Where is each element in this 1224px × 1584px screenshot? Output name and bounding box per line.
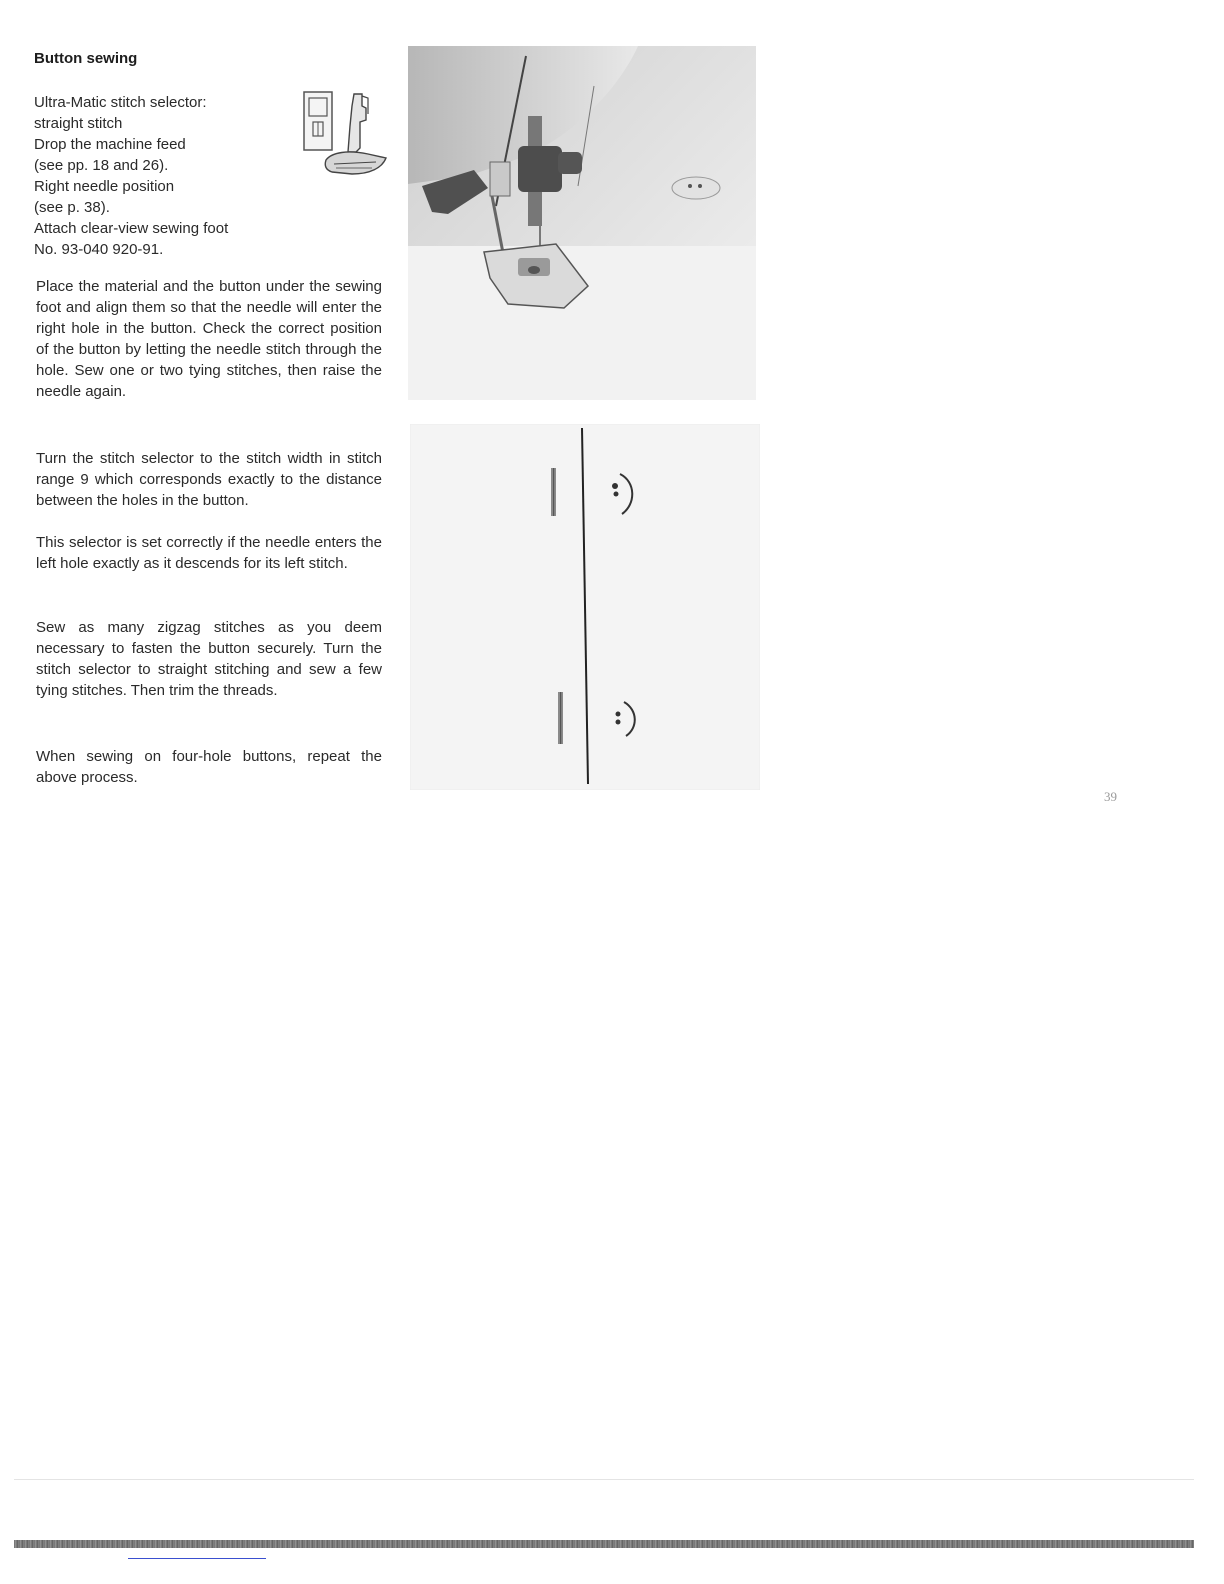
- instruction-paragraph: Place the material and the button under the sewing foot and align them so that the needle will enter the right hole in the button. Check the correct position of the button by letting the needle stitch through the hole. Sew one or two tying stitches, then raise the needle again.: [36, 278, 382, 400]
- machine-settings: [34, 92, 284, 260]
- settings-line: Ultra-Matic stitch selector:: [34, 94, 207, 111]
- footer-link-underline: [128, 1558, 266, 1559]
- sewing-foot-icon: [296, 86, 388, 188]
- page-number: 39: [1104, 789, 1117, 804]
- instruction-paragraph: Turn the stitch selector to the stitch width in stitch range 9 which corresponds exactly to the distance between the holes in the button.: [36, 450, 382, 509]
- settings-line: Right needle position: [34, 178, 175, 195]
- instruction-paragraph: Sew as many zigzag stitches as you deem necessary to fasten the button securely. Turn the stitch selector to straight stitching and sew a few tying stitches. Then trim the threads.: [36, 619, 382, 699]
- stitch-diagram-photo: [410, 424, 760, 790]
- settings-line: (see p. 38).: [34, 199, 110, 216]
- instruction-paragraph: When sewing on four-hole buttons, repeat the above process.: [36, 748, 382, 786]
- settings-line: (see pp. 18 and 26).: [34, 157, 169, 174]
- sewing-machine-photo: [408, 46, 756, 400]
- settings-line: straight stitch: [34, 115, 123, 132]
- instruction-paragraph: This selector is set correctly if the needle enters the left hole exactly as it descends for its left stitch.: [36, 534, 382, 572]
- settings-line: Attach clear-view sewing foot: [34, 220, 229, 237]
- footer-divider: [14, 1479, 1194, 1480]
- settings-line: No. 93-040 920-91.: [34, 241, 164, 258]
- settings-line: Drop the machine feed: [34, 136, 186, 153]
- section-title: Button sewing: [34, 50, 138, 67]
- footer-bar: [14, 1540, 1194, 1548]
